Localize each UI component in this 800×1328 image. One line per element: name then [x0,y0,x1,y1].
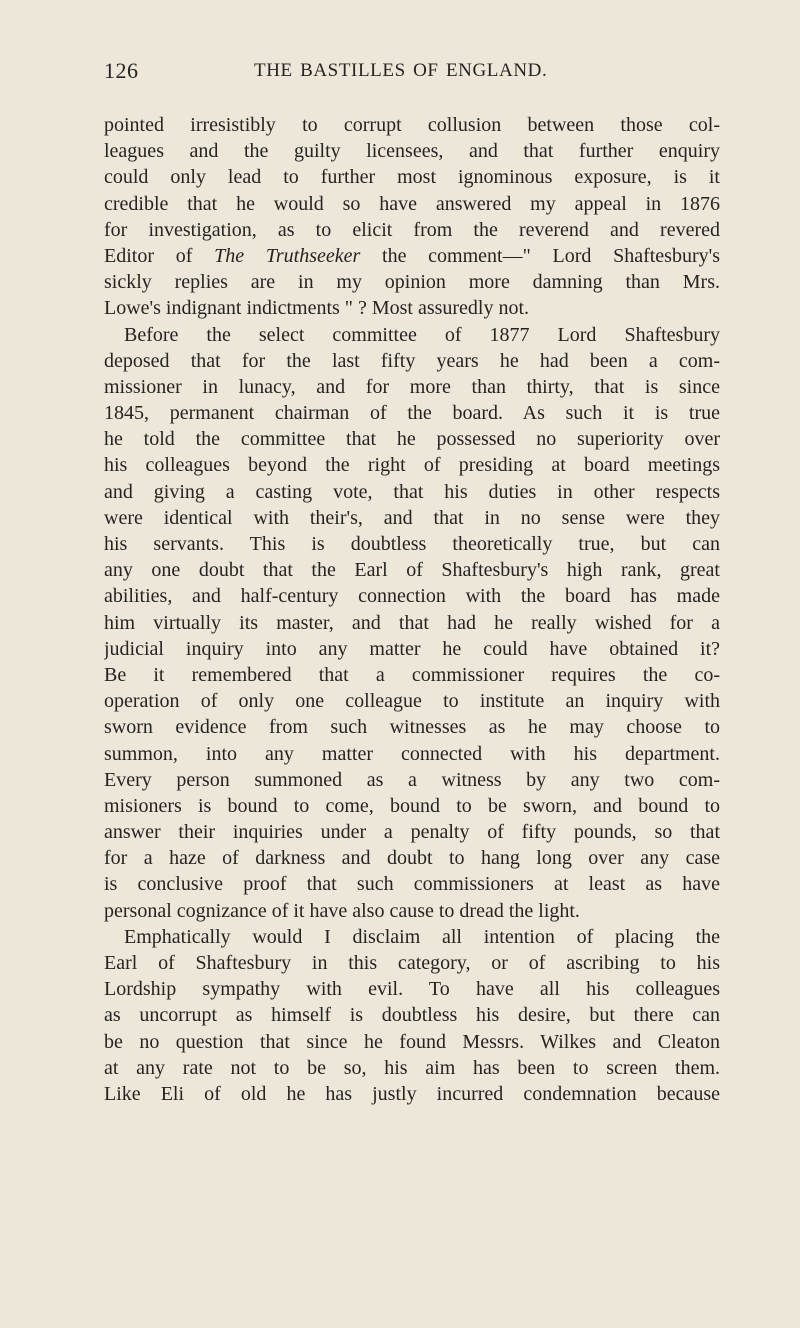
text-line: at any rate not to be so, his aim has been to screen them. [104,1056,720,1079]
text-line: operation of only one colleague to institute an inquiry with [104,690,720,713]
text-line: Be it remembered that a commissioner requires the co- [104,663,720,686]
text-line: be no question that since he found Messrs. Wilkes and Cleaton [104,1030,720,1053]
text-line: were identical with their's, and that in no sense were they [104,506,720,529]
text-line: Lowe's indignant indictments " ? Most assuredly not. [104,297,530,320]
text-line: is conclusive proof that such commissioners at least as have [104,873,720,896]
text-line: and giving a casting vote, that his duties in other respects [104,480,720,503]
text-line: Editor of The Truthseeker the comment—" Lord Shaftesbury's [104,244,720,267]
text-line: abilities, and half-century connection with the board has made [104,585,720,608]
text-line: his servants. This is doubtless theoretically true, but can [104,533,720,555]
text-line: credible that he would so have answered my appeal in 1876 [104,192,720,215]
text-line: leagues and the guilty licensees, and that further enquiry [104,140,720,163]
text-line: any one doubt that the Earl of Shaftesbury's high rank, great [104,559,720,582]
text-line: could only lead to further most ignominous exposure, is it [104,166,720,189]
text-line: 1845, permanent chairman of the board. As such it is true [104,402,720,425]
text-line: pointed irresistibly to corrupt collusion between those col- [104,114,720,136]
text-line: his colleagues beyond the right of presiding at board meetings [104,454,720,477]
text-line: Emphatically would I disclaim all intention of placing the [124,925,720,948]
text-line: him virtually its master, and that had he really wished for a [104,611,720,634]
text-line: for investigation, as to elicit from the reverend and revered [104,218,720,241]
text-line: Lordship sympathy with evil. To have all his colleagues [104,978,720,1001]
text-line: sickly replies are in my opinion more damning than Mrs. [104,271,720,294]
periodical-title: The Truthseeker [214,244,361,267]
page-number: 126 [104,58,139,83]
text-line: personal cognizance of it have also cause to dread the light. [104,899,580,922]
running-title: THE BASTILLES OF ENGLAND. [254,60,548,81]
text-line: for a haze of darkness and doubt to hang long over any case [104,847,720,870]
body-text [104,112,720,1107]
text-line: sworn evidence from such witnesses as he may choose to [104,716,720,739]
text-line: he told the committee that he possessed no superiority over [104,428,720,451]
running-head [104,58,720,90]
text-line: judicial inquiry into any matter he could have obtained it? [104,637,720,660]
text-line: Every person summoned as a witness by any two com- [104,768,720,791]
text-line: summon, into any matter connected with his department. [104,742,720,765]
text-line: Earl of Shaftesbury in this category, or of ascribing to his [104,952,720,974]
text-line: answer their inquiries under a penalty of fifty pounds, so that [104,821,720,844]
text-line: as uncorrupt as himself is doubtless his desire, but there can [104,1004,720,1027]
text-line: misioners is bound to come, bound to be sworn, and bound to [104,794,720,817]
text-line: deposed that for the last fifty years he had been a com- [104,349,720,372]
text-line: Like Eli of old he has justly incurred condemnation because [104,1082,720,1105]
text-line: Before the select committee of 1877 Lord Shaftesbury [124,323,720,346]
text-line: missioner in lunacy, and for more than thirty, that is since [104,375,720,398]
